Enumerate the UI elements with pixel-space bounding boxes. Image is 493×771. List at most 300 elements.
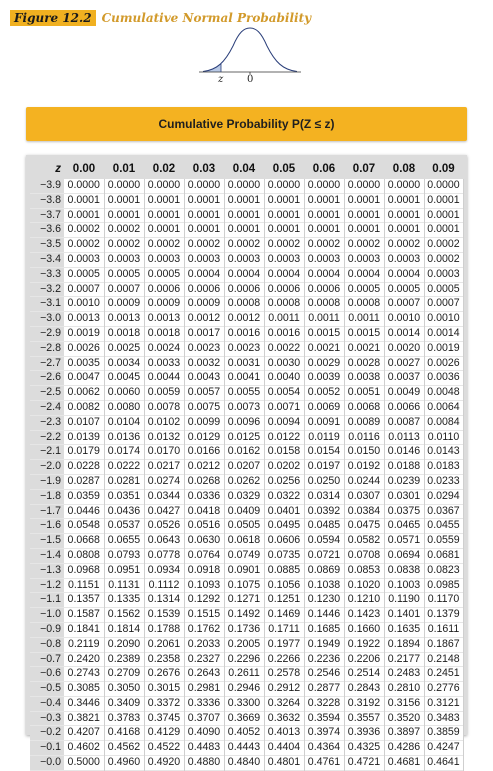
figure-title: Cumulative Normal Probability (101, 11, 312, 25)
probability-cell: 0.0465 (384, 519, 424, 534)
probability-cell: 0.0139 (64, 430, 104, 445)
probability-cell: 0.0606 (264, 534, 304, 549)
table-row (30, 282, 463, 297)
probability-cell: 0.0668 (64, 534, 104, 549)
table-row (30, 267, 463, 282)
probability-cell: 0.0274 (144, 474, 184, 489)
probability-cell: 0.0322 (264, 489, 304, 504)
probability-cell: 0.1469 (264, 608, 304, 623)
probability-cell: 0.0000 (224, 179, 264, 193)
table-header-row (30, 160, 463, 177)
probability-cell: 0.4522 (144, 741, 184, 756)
probability-cell: 0.4880 (184, 756, 224, 771)
probability-cell: 0.0006 (264, 282, 304, 297)
probability-cell: 0.3520 (384, 711, 424, 726)
probability-cell: 0.0009 (144, 297, 184, 312)
probability-cell: 0.0000 (144, 179, 184, 193)
probability-cell: 0.0001 (424, 208, 463, 223)
probability-cell: 0.0023 (184, 341, 224, 356)
row-z-value: −3.6 (30, 223, 64, 238)
probability-cell: 0.0043 (184, 371, 224, 386)
probability-cell: 0.0314 (304, 489, 344, 504)
row-z-value: −1.7 (30, 504, 64, 519)
probability-cell: 0.0375 (384, 504, 424, 519)
probability-cell: 0.0475 (344, 519, 384, 534)
probability-cell: 0.2611 (224, 667, 264, 682)
probability-cell: 0.1539 (144, 608, 184, 623)
header-col-0.06: 0.06 (312, 162, 336, 175)
probability-table (30, 179, 464, 771)
probability-cell: 0.1711 (264, 622, 304, 637)
table-row (30, 415, 463, 430)
probability-cell: 0.0001 (104, 193, 144, 208)
probability-cell: 0.4681 (384, 756, 424, 771)
probability-cell: 0.0307 (344, 489, 384, 504)
probability-cell: 0.0838 (384, 563, 424, 578)
probability-cell: 0.1379 (424, 608, 463, 623)
probability-cell: 0.0002 (344, 238, 384, 253)
probability-cell: 0.2776 (424, 682, 463, 697)
probability-cell: 0.2266 (264, 652, 304, 667)
probability-cell: 0.0004 (264, 267, 304, 282)
probability-cell: 0.4602 (64, 741, 104, 756)
header-col-0.01: 0.01 (112, 162, 136, 175)
probability-cell: 0.0023 (224, 341, 264, 356)
probability-cell: 0.0010 (424, 312, 463, 327)
probability-cell: 0.0735 (264, 548, 304, 563)
probability-cell: 0.0066 (384, 400, 424, 415)
probability-cell: 0.0034 (104, 356, 144, 371)
probability-cell: 0.0052 (304, 386, 344, 401)
table-row (30, 682, 463, 697)
probability-cell: 0.0183 (424, 460, 463, 475)
probability-cell: 0.0000 (264, 179, 304, 193)
probability-cell: 0.1841 (64, 622, 104, 637)
probability-cell: 0.0681 (424, 548, 463, 563)
probability-cell: 0.3974 (304, 726, 344, 741)
probability-cell: 0.0170 (144, 445, 184, 460)
probability-cell: 0.2578 (264, 667, 304, 682)
probability-cell: 0.3015 (144, 682, 184, 697)
probability-cell: 0.4052 (224, 726, 264, 741)
probability-cell: 0.2709 (104, 667, 144, 682)
probability-cell: 0.0026 (64, 341, 104, 356)
probability-cell: 0.0113 (384, 430, 424, 445)
probability-cell: 0.0010 (64, 297, 104, 312)
probability-cell: 0.3156 (384, 696, 424, 711)
probability-cell: 0.0036 (424, 371, 463, 386)
probability-cell: 0.0011 (304, 312, 344, 327)
probability-cell: 0.2389 (104, 652, 144, 667)
probability-cell: 0.2743 (64, 667, 104, 682)
probability-cell: 0.0968 (64, 563, 104, 578)
probability-cell: 0.0016 (264, 326, 304, 341)
probability-cell: 0.0001 (64, 208, 104, 223)
probability-cell: 0.0004 (344, 267, 384, 282)
probability-cell: 0.4168 (104, 726, 144, 741)
probability-cell: 0.0559 (424, 534, 463, 549)
probability-cell: 0.0007 (104, 282, 144, 297)
probability-cell: 0.1635 (384, 622, 424, 637)
probability-cell: 0.1492 (224, 608, 264, 623)
probability-cell: 0.0008 (224, 297, 264, 312)
probability-cell: 0.0188 (384, 460, 424, 475)
probability-cell: 0.0047 (64, 371, 104, 386)
row-z-value: −0.3 (30, 711, 64, 726)
probability-cell: 0.0217 (144, 460, 184, 475)
probability-cell: 0.0022 (264, 341, 304, 356)
row-z-value: −3.2 (30, 282, 64, 297)
table-row (30, 741, 463, 756)
probability-cell: 0.3783 (104, 711, 144, 726)
probability-cell: 0.0012 (184, 312, 224, 327)
probability-cell: 0.0001 (144, 223, 184, 238)
probability-cell: 0.1170 (424, 593, 463, 608)
table-row (30, 696, 463, 711)
zero-axis-label: 0 (247, 74, 254, 84)
probability-cell: 0.2148 (424, 652, 463, 667)
probability-cell: 0.0001 (224, 193, 264, 208)
probability-cell: 0.0001 (64, 193, 104, 208)
table-row (30, 756, 463, 771)
probability-cell: 0.4207 (64, 726, 104, 741)
probability-cell: 0.2810 (384, 682, 424, 697)
probability-cell: 0.0764 (184, 548, 224, 563)
probability-cell: 0.4641 (424, 756, 463, 771)
table-row (30, 504, 463, 519)
probability-cell: 0.0427 (144, 504, 184, 519)
normal-curve-illustration (195, 24, 305, 84)
probability-cell: 0.0000 (64, 179, 104, 193)
probability-cell: 0.0778 (144, 548, 184, 563)
probability-cell: 0.0082 (64, 400, 104, 415)
probability-cell: 0.0455 (424, 519, 463, 534)
probability-cell: 0.1335 (104, 593, 144, 608)
table-row (30, 386, 463, 401)
probability-cell: 0.0018 (104, 326, 144, 341)
table-row (30, 652, 463, 667)
probability-cell: 0.2877 (304, 682, 344, 697)
probability-cell: 0.0048 (424, 386, 463, 401)
probability-cell: 0.0068 (344, 400, 384, 415)
probability-cell: 0.0006 (224, 282, 264, 297)
probability-cell: 0.0001 (304, 208, 344, 223)
probability-cell: 0.1210 (344, 593, 384, 608)
probability-cell: 0.0262 (224, 474, 264, 489)
probability-cell: 0.0055 (224, 386, 264, 401)
row-z-value: −1.0 (30, 608, 64, 623)
probability-cell: 0.0064 (424, 400, 463, 415)
probability-cell: 0.0000 (424, 179, 463, 193)
row-z-value: −1.3 (30, 563, 64, 578)
probability-cell: 0.0002 (144, 238, 184, 253)
probability-cell: 0.0005 (384, 282, 424, 297)
table-row (30, 193, 463, 208)
probability-cell: 0.0143 (424, 445, 463, 460)
probability-cell: 0.0548 (64, 519, 104, 534)
row-z-value: −2.2 (30, 430, 64, 445)
probability-cell: 0.0021 (304, 341, 344, 356)
probability-cell: 0.2358 (144, 652, 184, 667)
table-row (30, 252, 463, 267)
probability-cell: 0.1038 (304, 578, 344, 593)
probability-cell: 0.0001 (304, 193, 344, 208)
probability-cell: 0.0014 (424, 326, 463, 341)
probability-cell: 0.0019 (64, 326, 104, 341)
table-row (30, 341, 463, 356)
probability-cell: 0.4920 (144, 756, 184, 771)
probability-cell: 0.0002 (64, 238, 104, 253)
probability-cell: 0.0001 (224, 223, 264, 238)
probability-cell: 0.0027 (384, 356, 424, 371)
table-row (30, 489, 463, 504)
probability-cell: 0.0037 (384, 371, 424, 386)
probability-cell: 0.0008 (344, 297, 384, 312)
probability-cell: 0.0001 (304, 223, 344, 238)
probability-cell: 0.0409 (224, 504, 264, 519)
probability-cell: 0.1112 (144, 578, 184, 593)
row-z-value: −3.3 (30, 267, 64, 282)
probability-cell: 0.1446 (304, 608, 344, 623)
probability-cell: 0.0075 (184, 400, 224, 415)
probability-cell: 0.0918 (184, 563, 224, 578)
table-row (30, 608, 463, 623)
probability-cell: 0.0001 (384, 223, 424, 238)
row-z-value: −1.6 (30, 519, 64, 534)
header-z: z (55, 162, 61, 175)
probability-cell: 0.0001 (144, 208, 184, 223)
probability-cell: 0.3707 (184, 711, 224, 726)
probability-cell: 0.1977 (264, 637, 304, 652)
table-row (30, 326, 463, 341)
row-z-value: −2.4 (30, 400, 64, 415)
probability-cell: 0.0006 (144, 282, 184, 297)
probability-cell: 0.0150 (344, 445, 384, 460)
probability-cell: 0.0495 (264, 519, 304, 534)
probability-cell: 0.0013 (104, 312, 144, 327)
probability-cell: 0.0005 (344, 282, 384, 297)
probability-cell: 0.0041 (224, 371, 264, 386)
probability-cell: 0.0594 (304, 534, 344, 549)
probability-cell: 0.0002 (424, 238, 463, 253)
probability-cell: 0.0006 (304, 282, 344, 297)
row-z-value: −0.5 (30, 682, 64, 697)
probability-cell: 0.5000 (64, 756, 104, 771)
probability-cell: 0.0004 (304, 267, 344, 282)
probability-cell: 0.0174 (104, 445, 144, 460)
probability-cell: 0.0015 (304, 326, 344, 341)
probability-cell: 0.0000 (384, 179, 424, 193)
probability-cell: 0.0001 (344, 223, 384, 238)
probability-cell: 0.0102 (144, 415, 184, 430)
probability-cell: 0.0401 (264, 504, 304, 519)
row-z-value: −2.6 (30, 371, 64, 386)
table-row (30, 356, 463, 371)
probability-cell: 0.0028 (344, 356, 384, 371)
probability-cell: 0.0793 (104, 548, 144, 563)
probability-cell: 0.2296 (224, 652, 264, 667)
probability-cell: 0.0089 (344, 415, 384, 430)
probability-cell: 0.0351 (104, 489, 144, 504)
probability-cell: 0.2843 (344, 682, 384, 697)
probability-cell: 0.0049 (384, 386, 424, 401)
header-col-0.02: 0.02 (152, 162, 176, 175)
probability-cell: 0.1423 (344, 608, 384, 623)
probability-cell: 0.4562 (104, 741, 144, 756)
probability-cell: 0.2483 (384, 667, 424, 682)
probability-cell: 0.0011 (344, 312, 384, 327)
row-z-value: −3.1 (30, 297, 64, 312)
probability-cell: 0.0039 (304, 371, 344, 386)
header-col-0.00: 0.00 (72, 162, 96, 175)
probability-cell: 0.1292 (184, 593, 224, 608)
probability-cell: 0.0012 (224, 312, 264, 327)
row-z-value: −3.5 (30, 238, 64, 253)
probability-cell: 0.0009 (104, 297, 144, 312)
z-axis-label: z (218, 74, 224, 84)
row-z-value: −1.2 (30, 578, 64, 593)
probability-cell: 0.0019 (424, 341, 463, 356)
probability-cell: 0.0017 (184, 326, 224, 341)
probability-cell: 0.0359 (64, 489, 104, 504)
figure-label: Figure 12.2 (10, 10, 96, 26)
probability-cell: 0.0002 (384, 238, 424, 253)
probability-cell: 0.2236 (304, 652, 344, 667)
table-row (30, 371, 463, 386)
probability-cell: 0.4325 (344, 741, 384, 756)
probability-cell: 0.0132 (144, 430, 184, 445)
probability-cell: 0.0004 (184, 267, 224, 282)
row-z-value: −2.5 (30, 386, 64, 401)
probability-cell: 0.0003 (104, 252, 144, 267)
probability-cell: 0.4013 (264, 726, 304, 741)
probability-cell: 0.0087 (384, 415, 424, 430)
probability-cell: 0.1611 (424, 622, 463, 637)
probability-cell: 0.0000 (344, 179, 384, 193)
probability-cell: 0.0001 (184, 223, 224, 238)
probability-cell: 0.0001 (264, 193, 304, 208)
probability-cell: 0.0003 (304, 252, 344, 267)
probability-cell: 0.1762 (184, 622, 224, 637)
probability-cell: 0.0032 (184, 356, 224, 371)
probability-cell: 0.3228 (304, 696, 344, 711)
probability-cell: 0.0008 (264, 297, 304, 312)
probability-cell: 0.3936 (344, 726, 384, 741)
probability-cell: 0.0003 (144, 252, 184, 267)
probability-cell: 0.0002 (104, 238, 144, 253)
probability-cell: 0.0060 (104, 386, 144, 401)
row-z-value: −3.0 (30, 312, 64, 327)
probability-cell: 0.3085 (64, 682, 104, 697)
probability-cell: 0.1949 (304, 637, 344, 652)
probability-cell: 0.0136 (104, 430, 144, 445)
probability-cell: 0.4404 (264, 741, 304, 756)
probability-cell: 0.0418 (184, 504, 224, 519)
probability-cell: 0.0721 (304, 548, 344, 563)
probability-cell: 0.0002 (64, 223, 104, 238)
row-z-value: −2.8 (30, 341, 64, 356)
probability-cell: 0.0301 (384, 489, 424, 504)
probability-cell: 0.2061 (144, 637, 184, 652)
table-row (30, 667, 463, 682)
probability-cell: 0.4721 (344, 756, 384, 771)
probability-cell: 0.0001 (224, 208, 264, 223)
probability-cell: 0.0003 (224, 252, 264, 267)
row-z-value: −3.8 (30, 193, 64, 208)
probability-cell: 0.3483 (424, 711, 463, 726)
probability-cell: 0.1401 (384, 608, 424, 623)
table-row (30, 223, 463, 238)
probability-cell: 0.0003 (344, 252, 384, 267)
probability-cell: 0.1075 (224, 578, 264, 593)
probability-cell: 0.1788 (144, 622, 184, 637)
probability-cell: 0.1003 (384, 578, 424, 593)
probability-cell: 0.0020 (384, 341, 424, 356)
probability-cell: 0.0329 (224, 489, 264, 504)
probability-cell: 0.3859 (424, 726, 463, 741)
probability-cell: 0.0708 (344, 548, 384, 563)
probability-cell: 0.0250 (304, 474, 344, 489)
table-row (30, 726, 463, 741)
probability-cell: 0.0853 (344, 563, 384, 578)
probability-cell: 0.0808 (64, 548, 104, 563)
probability-cell: 0.0033 (144, 356, 184, 371)
probability-cell: 0.0045 (104, 371, 144, 386)
probability-cell: 0.1515 (184, 608, 224, 623)
row-z-value: −0.8 (30, 637, 64, 652)
probability-cell: 0.2514 (344, 667, 384, 682)
probability-cell: 0.0158 (264, 445, 304, 460)
table-row (30, 312, 463, 327)
row-z-value: −1.9 (30, 474, 64, 489)
probability-cell: 0.0571 (384, 534, 424, 549)
probability-cell: 0.3121 (424, 696, 463, 711)
probability-cell: 0.0154 (304, 445, 344, 460)
probability-cell: 0.0014 (384, 326, 424, 341)
probability-cell: 0.0749 (224, 548, 264, 563)
probability-cell: 0.2177 (384, 652, 424, 667)
probability-cell: 0.0054 (264, 386, 304, 401)
probability-cell: 0.0004 (384, 267, 424, 282)
row-z-value: −2.3 (30, 415, 64, 430)
probability-cell: 0.2912 (264, 682, 304, 697)
row-z-value: −3.9 (30, 179, 64, 193)
probability-cell: 0.1894 (384, 637, 424, 652)
row-z-value: −0.2 (30, 726, 64, 741)
probability-cell: 0.3409 (104, 696, 144, 711)
probability-cell: 0.0901 (224, 563, 264, 578)
table-row (30, 179, 463, 193)
probability-cell: 0.1131 (104, 578, 144, 593)
probability-cell: 0.4483 (184, 741, 224, 756)
probability-cell: 0.0001 (264, 208, 304, 223)
row-z-value: −1.4 (30, 548, 64, 563)
probability-cell: 0.4801 (264, 756, 304, 771)
probability-cell: 0.0003 (64, 252, 104, 267)
probability-cell: 0.1867 (424, 637, 463, 652)
probability-cell: 0.3632 (264, 711, 304, 726)
table-row (30, 238, 463, 253)
probability-cell: 0.1660 (344, 622, 384, 637)
probability-cell: 0.0239 (384, 474, 424, 489)
table-row (30, 711, 463, 726)
probability-cell: 0.0446 (64, 504, 104, 519)
probability-cell: 0.0008 (304, 297, 344, 312)
probability-cell: 0.1357 (64, 593, 104, 608)
probability-cell: 0.0073 (224, 400, 264, 415)
row-z-value: −0.4 (30, 696, 64, 711)
row-z-value: −2.7 (30, 356, 64, 371)
